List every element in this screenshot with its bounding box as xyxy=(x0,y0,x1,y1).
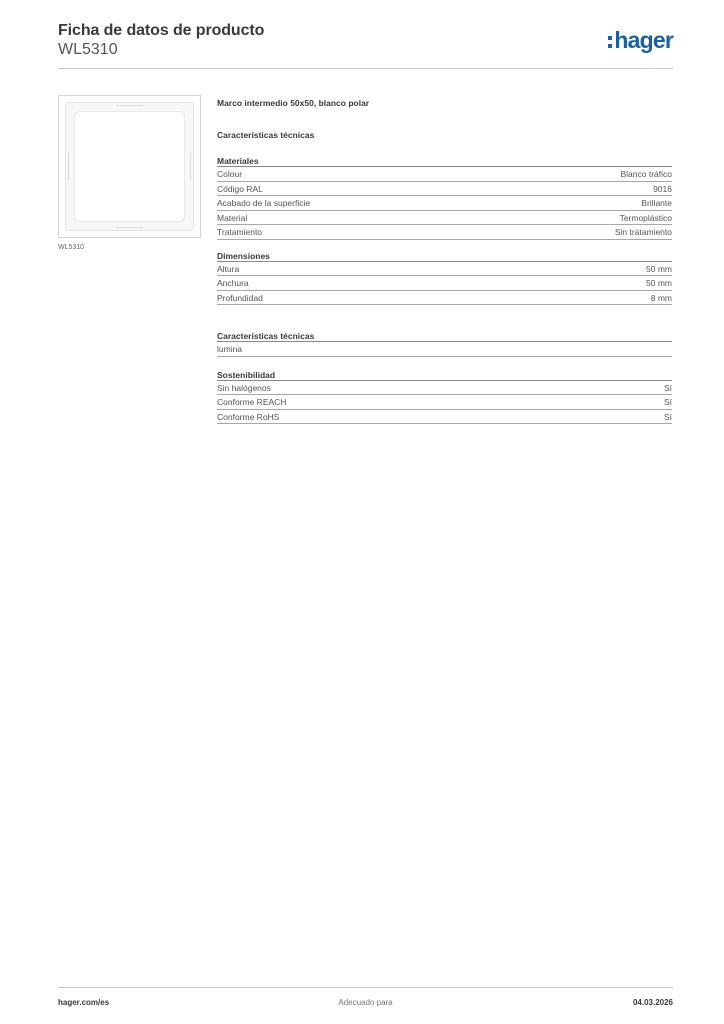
section-sostenibilidad-title: Sostenibilidad xyxy=(217,369,672,381)
footer-website-link[interactable]: hager.com/es xyxy=(58,998,110,1007)
section-sostenibilidad xyxy=(217,381,672,425)
table-row: Profundidad 8 mm xyxy=(217,291,672,306)
section-caracteristicas-title: Características técnicas xyxy=(217,330,672,342)
hager-logo xyxy=(608,28,673,52)
frame-opening xyxy=(74,111,185,222)
frame-outer-icon xyxy=(65,102,194,231)
section-dimensiones-title: Dimensiones xyxy=(217,250,672,262)
table-row: Acabado de la superficie Brillante xyxy=(217,196,672,211)
footer-suitability: Adecuado para xyxy=(338,998,393,1007)
page-footer xyxy=(58,987,673,1007)
product-name: Marco intermedio 50x50, blanco polar xyxy=(217,98,370,108)
table-row: Altura 50 mm xyxy=(217,262,672,277)
section-caracteristicas xyxy=(217,342,672,357)
table-row: Tratamiento Sin tratamiento xyxy=(217,225,672,240)
table-row: Material Termoplástico xyxy=(217,211,672,226)
table-row: Anchura 50 mm xyxy=(217,276,672,291)
table-row: Conforme REACH Sí xyxy=(217,395,672,410)
logo-colon-icon xyxy=(608,36,612,48)
spec-content xyxy=(217,97,672,424)
section-dimensiones xyxy=(217,262,672,306)
image-caption: WL5310 xyxy=(58,244,85,251)
table-row: Conforme RoHS Sí xyxy=(217,410,672,425)
section-materiales xyxy=(217,167,672,240)
table-row: Sin halógenos Sí xyxy=(217,381,672,396)
product-reference: WL5310 xyxy=(58,41,118,58)
product-image xyxy=(58,95,201,238)
section-materiales-title: Materiales xyxy=(217,155,672,167)
page-header xyxy=(58,22,673,69)
logo-wordmark: hager xyxy=(614,27,673,53)
tech-heading: Características técnicas xyxy=(217,130,315,140)
table-row: lumina xyxy=(217,342,672,357)
table-row: Colour Blanco tráfico xyxy=(217,167,672,182)
document-title: Ficha de datos de producto xyxy=(58,22,265,39)
table-row: Código RAL 9016 xyxy=(217,182,672,197)
footer-date: 04.03.2026 xyxy=(632,998,673,1007)
